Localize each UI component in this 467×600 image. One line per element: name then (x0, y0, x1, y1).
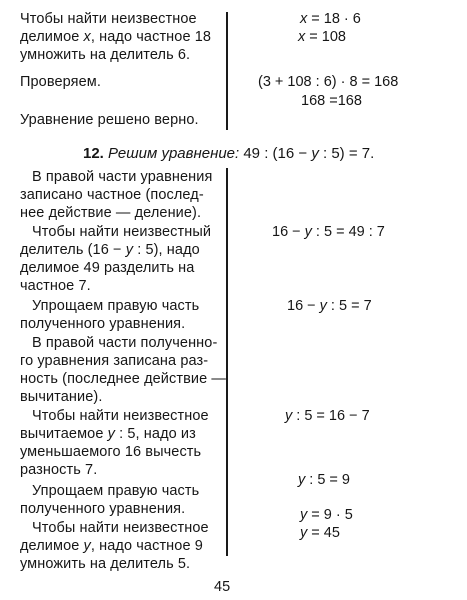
text-line: Чтобы найти неизвестное (20, 11, 197, 27)
text-line: делимое x, надо частное 18 (20, 29, 212, 45)
step-text: записано частное (послед- (20, 187, 204, 203)
step-text: уменьшаемого 16 вычесть (20, 444, 202, 460)
text-line: умножить на делитель 6. (20, 47, 191, 63)
step-text: полученного уравнения. (20, 316, 186, 332)
step-text: го уравнения записана раз- (20, 353, 209, 369)
step-text: частное 7. (20, 278, 91, 294)
step-text: Упрощаем правую часть (32, 483, 200, 499)
step-equation: y : 5 = 16 − 7 (285, 408, 370, 424)
step-text: делимое y, надо частное 9 (20, 538, 203, 554)
step-text: делимое 49 разделить на (20, 260, 195, 276)
step-equation: 16 − y : 5 = 7 (287, 298, 372, 314)
step-text: ность (последнее действие — (20, 371, 226, 387)
step-text: вычитание). (20, 389, 103, 405)
equation: x = 108 (298, 29, 346, 45)
step-text: делитель (16 − y : 5), надо (20, 242, 200, 258)
step-text: Чтобы найти неизвестное (32, 408, 209, 424)
step-text: Упрощаем правую часть (32, 298, 200, 314)
check-equation: (3 + 108 : 6) · 8 = 168 (258, 74, 399, 90)
step-text: Чтобы найти неизвестный (32, 224, 212, 240)
equation: x = 18 · 6 (300, 11, 361, 27)
conclusion-text: Уравнение решено верно. (20, 112, 199, 128)
step-text: В правой части полученно- (32, 335, 218, 351)
column-divider (226, 168, 228, 556)
problem-equation: 49 : (16 − y : 5) = 7. (243, 145, 375, 162)
problem-header (83, 145, 374, 163)
step-equation: 16 − y : 5 = 49 : 7 (272, 224, 385, 240)
step-text: разность 7. (20, 462, 98, 478)
problem-number: 12. (83, 145, 104, 162)
step-text: В правой части уравнения (32, 169, 213, 185)
column-divider (226, 12, 228, 130)
step-text: Чтобы найти неизвестное (32, 520, 209, 536)
final-equation: y = 45 (300, 525, 340, 541)
step-text: умножить на делитель 5. (20, 556, 191, 572)
check-label: Проверяем. (20, 74, 101, 90)
problem-lead: Решим уравнение: (108, 145, 240, 162)
check-result: 168 =168 (301, 93, 362, 109)
page-number: 45 (214, 579, 231, 595)
step-text: нее действие — деление). (20, 205, 202, 221)
step-equation: y : 5 = 9 (298, 472, 350, 488)
step-text: вычитаемое y : 5, надо из (20, 426, 196, 442)
step-text: полученного уравнения. (20, 501, 186, 517)
step-equation: y = 9 · 5 (300, 507, 353, 523)
